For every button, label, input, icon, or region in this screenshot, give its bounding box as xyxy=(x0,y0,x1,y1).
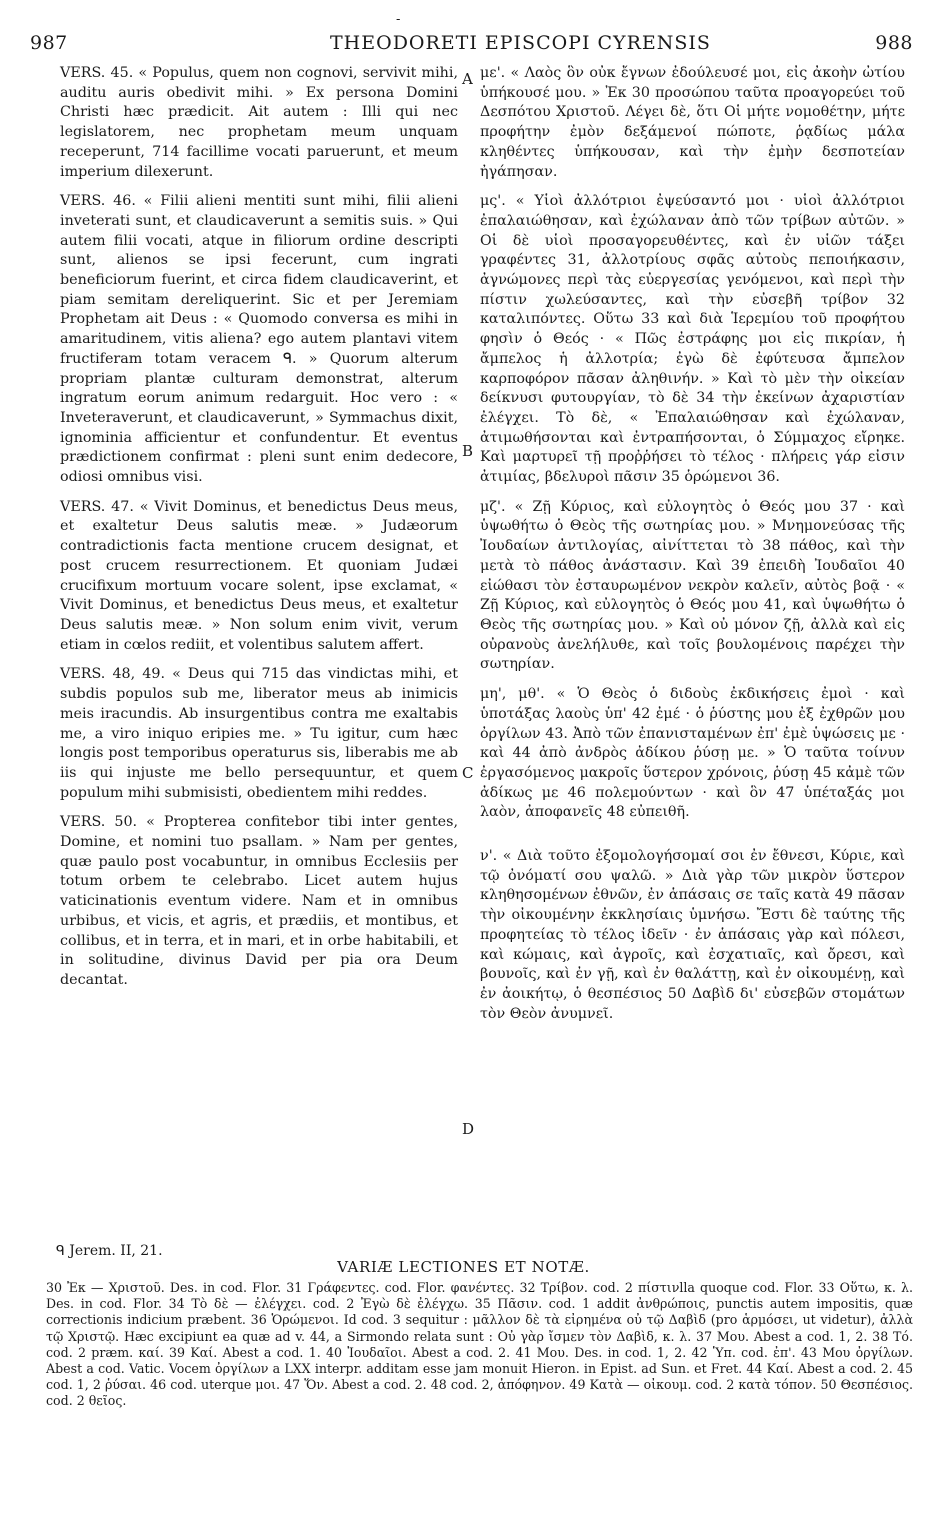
latin-verse-47: VERS. 47. « Vivit Dominus, et benedictus Deus meus, et exaltetur Deus salutis meæ. » Judæorum contradictionis facta mentione crucem designat, et post crucem resurrectionem. Et quoniam Judæi crucifixum mortuum vocare solent, ipse exclamat, « Vivit Dominus, et benedictus Deus meus, et exaltetur Deus salutis meæ. » Non solum enim vivit, verum etiam in cœlos rediit, et volentibus salutem affert. xyxy=(60,498,458,653)
footnote-jeremiah: ᑫ Jerem. II, 21. xyxy=(56,1243,163,1259)
running-header xyxy=(30,32,913,58)
notes-text: 30 Ἐκ — Χριστοῦ. Des. in cod. Flor. 31 Γράφεντες. cod. Flor. φανέντες. 32 Τρίβον. cod. 2 πίστινlla quoque cod. Flor. 33 Οὕτω, κ. λ. Des. in cod. Flor. 34 Τὸ δὲ — ἐλέγχει. cod. 2 Ἐγὼ δὲ ἐλέγχω. 35 Πᾶσιν. cod. 1 addit ἀνθρώποις, punctis autem impositis, quæ correctionis indicium præbent. 36 Ὁρώμενοι. Id cod. 3 sequitur : μᾶλλον δὲ τὰ εἰρημένα οὐ τῷ Δαβὶδ (pro ἁρμόσει, ut videtur), ἀλλὰ τῷ Χριστῷ. Hæc excipiunt ea quæ ad v. 44, a Sirmondo relata sunt : Οὐ γὰρ ἴσμεν τὸν Δαβὶδ, κ. λ. 37 Μου. Abest a cod. 1, 2. 38 Τό. cod. 2 præm. καί. 39 Καί. Abest a cod. 1. 40 Ἰουδαῖοι. Abest a cod. 2. 41 Μου. Des. in cod. 1, 2. 42 Ὑπ. cod. ἐπ'. 43 Μου ὀργίλων. Abest a cod. Vatic. Vocem ὀργίλων a LXX interpr. additam esse jam monuit Hieron. in Epist. ad Sun. et Fret. 44 Καί. Abest a cod. 2. 45 cod. 1, 2 ῥύσαι. 46 cod. uterque μοι. 47 Ὅν. Abest a cod. 2. 48 cod. 2, ἀπόφηνον. 49 Κατὰ — οἰκουμ. cod. 2 κατὰ τόπον. 50 Θεσπέσιος. cod. 2 θεῖος. xyxy=(46,1280,913,1409)
greek-verse-48-49: μη', μθ'. « Ὁ Θεὸς ὁ διδοὺς ἐκδικήσεις ἐμοὶ · καὶ ὑποτάξας λαοὺς ὑπ' 42 ἐμέ · ὁ ῥύστης μου ἐξ ἐχθρῶν μου ὀργίλων 43. Ἀπὸ τῶν ἐπανισταμένων ἐπ' ἐμὲ ὑψώσεις με · καὶ 44 ἀπὸ ἀνδρὸς ἀδίκου ῥύσῃ με. » Ὁ ταῦτα τοίνυν ἐργασόμενος μακροῖς ὕστερον χρόνοις, ῥύσῃ 45 κἀμὲ τῶν ἀδίκως με 46 πολεμούντων · καὶ ὃν 47 ὑπέταξάς μοι λαὸν, ἀποφανεῖς 48 εὐπειθῆ. xyxy=(480,686,905,821)
greek-verse-46: μς'. « Υἱοὶ ἀλλότριοι ἐψεύσαντό μοι · υἱοὶ ἀλλότριοι ἐπαλαιώθησαν, καὶ ἐχώλαναν ἀπὸ τῶν τρίβων αὐτῶν. » Οἱ δὲ υἱοὶ προσαγορευθέντες, καὶ ἐν υἱῶν τάξει γραφέντες 31, ἀλλοτρίους σφᾶς αὐτοὺς πεποιήκασιν, ἀγνώμονες περὶ τὰς εὐεργεσίας γενόμενοι, καὶ περὶ τὴν πίστιν χωλεύσαντες, καὶ τὴν εὐσεβῆ τρίβον 32 καταλιπόντες. Οὕτω 33 καὶ διὰ Ἱερεμίου τοῦ προφήτου φησὶν ὁ Θεός · « Πῶς ἐστράφης μοι εἰς πικρίαν, ἡ ἄμπελος ἡ ἀλλοτρία; ἐγὼ δὲ ἐφύτευσα ἄμπελον καρποφόρον πᾶσαν ἀληθινήν. » Καὶ τὸ μὲν τὴν οἰκείαν δείκνυσι φυτουργίαν, τὸ δὲ 34 τὴν ἐκείνων ἀχαριστίαν ἐλέγχει. Τὸ δὲ, « Ἐπαλαιώθησαν καὶ ἐχώλαναν, ἀτιμωθήσονται καὶ ἐντραπήσονται, ὁ Σύμμαχος εἴρηκε. Καὶ μαρτυρεῖ τῇ προῤῥήσει τὸ τέλος · πλήρεις γάρ εἰσιν ἀτιμίας, βδελυροὶ πᾶσιν 35 ὁρώμενοι 36. xyxy=(480,193,905,486)
running-title: THEODORETI EPISCOPI CYRENSIS xyxy=(330,32,711,54)
variant-readings xyxy=(46,1280,913,1410)
notes-heading: VARIÆ LECTIONES ET NOTÆ. xyxy=(337,1258,590,1276)
margin-letter-b: B xyxy=(462,442,474,460)
latin-verse-50: VERS. 50. « Propterea confitebor tibi inter gentes, Domine, et nomini tuo psallam. » Nam per gentes, quæ paulo post vocabuntur, in omnibus Ecclesiis per totum orbem te celebrabo. Licet autem hujus vaticinationis eventum videre. Nam et in omnibus urbibus, et vicis, et agris, et prædiis, et montibus, et collibus, et in terra, et in mari, et in orbe habitabili, et in solitudine, divinus David per pia ora Deum decantat. xyxy=(60,814,458,988)
latin-verse-48-49: VERS. 48, 49. « Deus qui 715 das vindictas mihi, et subdis populos sub me, liberator meus ab inimicis meis iracundis. Ab insurgentibus contra me exaltabis me, a viro iniquo eripies me. » Tu igitur, cum hæc longis post temporibus operaturus sis, liberabis me ab iis qui injuste me bello persequuntur, et quem populum mihi submisisti, obedientem mihi reddes. xyxy=(60,666,458,801)
header-dash: - xyxy=(396,12,401,27)
margin-letter-c: C xyxy=(462,764,474,782)
latin-column xyxy=(60,64,458,993)
page-number-left: 987 xyxy=(30,32,68,54)
latin-verse-45: VERS. 45. « Populus, quem non cognovi, servivit mihi, auditu auris obedivit mihi. » Ex persona Domini Christi hæc prædicit. Ait autem : Illi qui nec legislatorem, nec prophetam meum unquam receperunt, 714 facillime vocati paruerunt, et meum imperium dilexerunt. xyxy=(60,65,458,180)
latin-verse-46: VERS. 46. « Filii alieni mentiti sunt mihi, filii alieni inveterati sunt, et claudicaverunt a semitis suis. » Qui autem filii vocati, atque in filiorum ordine descripti sunt, alienos se ipsi fecerunt, cum ingrati beneficiorum fuerint, et circa fidem claudicaverint, et piam semitam dereliquerint. Sic et per Jeremiam Prophetam ait Deus : « Quomodo conversa es mihi in amaritudinem, vitis aliena? ego autem plantavi vitem fructiferam totam veracem ᑫ. » Quorum alterum propriam plantæ culturam demonstrat, alterum ingratum eorum animum redarguit. Hoc vero : « Inveteraverunt, et claudicaverunt, » Symmachus dixit, ignominia afficientur et confundentur. Et eventus prædictionem confirmat : pleni sunt enim dedecore, odiosi omnibus visi. xyxy=(60,193,458,486)
greek-verse-50: ν'. « Διὰ τοῦτο ἐξομολογήσομαί σοι ἐν ἔθνεσι, Κύριε, καὶ τῷ ὀνόματί σου ψαλῶ. » Διὰ γὰρ τῶν μικρὸν ὕστερον κληθησομένων ἐθνῶν, ἐν ἁπάσαις σε ταῖς κατὰ 49 πᾶσαν τὴν οἰκουμένην ἐκκλησίαις ὑμνήσω. Ἔστι δὲ ταύτης τῆς προφητείας τὸ τέλος ἰδεῖν · ἐν ἁπάσαις γὰρ καὶ πόλεσι, καὶ κώμαις, καὶ ἀγροῖς, καὶ ἐσχατιαῖς, καὶ ὄρεσι, καὶ βουνοῖς, καὶ ἐν γῇ, καὶ ἐν θαλάττῃ, καὶ ἐν οἰκουμένῃ, καὶ ἐν ἀοικήτῳ, ὁ θεσπέσιος 50 Δαβὶδ δι' εὐσεβῶν στομάτων τὸν Θεὸν ἀνυμνεῖ. xyxy=(480,848,905,1022)
margin-letter-a: A xyxy=(462,70,473,88)
greek-verse-47: μζ'. « Ζῇ Κύριος, καὶ εὐλογητὸς ὁ Θεός μου 37 · καὶ ὑψωθήτω ὁ Θεὸς τῆς σωτηρίας μου. » Μνημονεύσας τῆς Ἰουδαίων ἀντιλογίας, αἰνίττεται τὸ 38 πάθος, καὶ τὴν μετὰ τὸ πάθος ἀνάστασιν. Καὶ 39 ἐπειδὴ Ἰουδαῖοι 40 εἰώθασι τὸν ἐσταυρωμένον νεκρὸν καλεῖν, αὐτὸς βοᾷ · « Ζῇ Κύριος, καὶ εὐλογητὸς ὁ Θεός μου 41, καὶ ὑψωθήτω ὁ Θεὸς τῆς σωτηρίας μου. » Καὶ οὐ μόνον ζῇ, ἀλλὰ καὶ εἰς οὐρανοὺς ἀνελήλυθε, καὶ τοῖς βουλομένοις παρέχει τὴν σωτηρίαν. xyxy=(480,498,905,673)
greek-column xyxy=(480,64,905,1026)
margin-letter-d: D xyxy=(462,1120,475,1138)
greek-verse-45: με'. « Λαὸς ὃν οὐκ ἔγνων ἐδούλευσέ μοι, εἰς ἀκοὴν ὠτίου ὑπήκουσέ μου. » Ἐκ 30 προσώπου ταῦτα προαγορεύει τοῦ Δεσπότου Χριστοῦ. Λέγει δὲ, ὅτι Οἱ μήτε νομοθέτην, μήτε προφήτην ἐμὸν δεξάμενοί πώποτε, ῥᾳδίως μάλα κληθέντες ὑπήκουσαν, καὶ τὴν ἐμὴν δεσποτείαν ἠγάπησαν. xyxy=(480,65,905,180)
page-number-right: 988 xyxy=(875,32,913,54)
